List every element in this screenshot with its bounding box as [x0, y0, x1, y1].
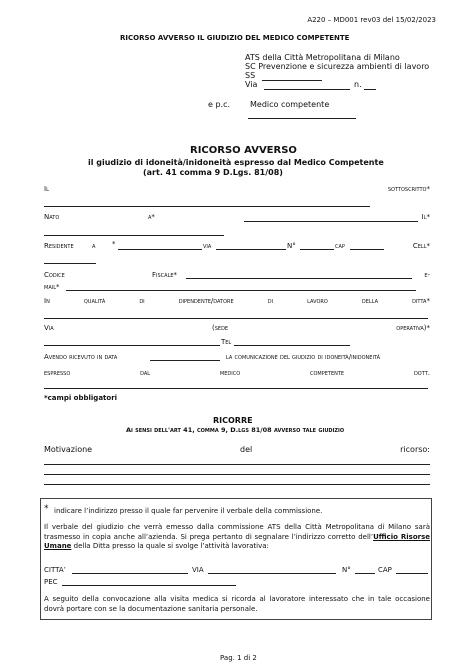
- medico-competente-field[interactable]: [248, 118, 356, 119]
- del-label: del: [240, 445, 253, 454]
- qualita-word-8: ditta*: [412, 297, 430, 305]
- ricorre-subtitle: Ai sensi dell'art 41, comma 9, D.lgs 81/08 avverso tale giudizio: [126, 426, 345, 434]
- recipient-line-2: SC Prevenzione e sicurezza ambienti di lavoro: [245, 62, 430, 71]
- note-star: *: [44, 504, 49, 514]
- qualita-word-3: di: [139, 297, 145, 305]
- residente-star: *: [112, 240, 116, 248]
- sottoscritto-field[interactable]: [44, 206, 370, 207]
- ricorso-label: ricorso:: [400, 445, 430, 454]
- ss-label: SS: [245, 71, 256, 80]
- motivazione-line-3[interactable]: [44, 484, 430, 485]
- il-star-label: Il*: [421, 213, 430, 221]
- tel-field[interactable]: [234, 345, 350, 346]
- verbale-paragraph: [44, 523, 430, 552]
- ditta-n-field[interactable]: [355, 573, 375, 574]
- qualita-word-4: dipendente/datore: [178, 297, 234, 305]
- espresso-word-1: espresso: [44, 369, 71, 377]
- residenza-citta-field[interactable]: [118, 249, 202, 250]
- espresso-word-3: medico: [219, 369, 241, 377]
- medico-nome-field[interactable]: [44, 388, 428, 389]
- recipient-line-1: ATS della Città Metropolitana di Milano: [245, 53, 400, 62]
- title-sub-2: (art. 41 comma 9 D.Lgs. 81/08): [143, 168, 283, 177]
- indirizzo-note: indicare l’indirizzo presso il quale far pervenire il verbale della commissione.: [54, 507, 323, 515]
- document-heading: RICORSO AVVERSO IL GIUDIZIO DEL MEDICO COMPETENTE: [120, 34, 350, 42]
- n-label: n.: [354, 80, 362, 89]
- avendo-label: Avendo ricevuto in data: [44, 353, 118, 361]
- espresso-row: [44, 369, 430, 377]
- ditta-via-label: VIA: [192, 566, 204, 574]
- residente-a-label: a: [92, 242, 96, 250]
- residenza-n-field[interactable]: [300, 249, 334, 250]
- pec-label: PEC: [44, 578, 58, 586]
- number-field[interactable]: [364, 89, 376, 90]
- espresso-word-2: dal: [140, 369, 151, 377]
- sede-label: (sede: [212, 324, 229, 332]
- email-field[interactable]: [66, 290, 416, 291]
- motivazione-label: Motivazione: [44, 445, 93, 454]
- sottoscritto-label: sottoscritto*: [387, 185, 430, 193]
- qualita-word-5: di: [267, 297, 274, 305]
- ditta-cap-label: CAP: [378, 566, 392, 574]
- comunicazione-label: la comunicazione del giudizio di idoneità/inidoneità: [226, 353, 381, 361]
- motivazione-line-1[interactable]: [44, 464, 430, 465]
- luogo-nascita-field[interactable]: [244, 221, 418, 222]
- page-number: Pag. 1 di 2: [220, 654, 257, 662]
- title-sub-1: il giudizio di idoneità/inidoneità espresso dal Medico Competente: [88, 158, 384, 167]
- ss-field[interactable]: [262, 80, 322, 81]
- ditta-via-field[interactable]: [208, 573, 336, 574]
- ricorre-title: RICORRE: [213, 416, 253, 425]
- via-label: Via: [245, 80, 258, 89]
- qualita-word-2: qualità: [83, 297, 106, 305]
- il-label: Il: [44, 185, 49, 193]
- campi-obbligatori-note: *campi obbligatori: [44, 394, 118, 402]
- verbale-text-end: della Ditta presso la quale si svolge l’attività lavorativa:: [71, 542, 269, 550]
- ufficio-risorse-umane: Ufficio Risorse Umane: [44, 532, 430, 550]
- operativa-label: operativa)*: [396, 324, 430, 332]
- codice-fiscale-field[interactable]: [186, 278, 412, 279]
- mail-label: mail*: [44, 283, 60, 291]
- sede-via-label: Via: [44, 324, 54, 332]
- residente-label: Residente: [44, 242, 74, 250]
- citta-label: CITTA’: [44, 566, 66, 574]
- espresso-word-5: dott.: [413, 369, 430, 377]
- title-main: RICORSO AVVERSO: [190, 145, 297, 156]
- pc-label: e p.c.: [208, 100, 231, 109]
- fiscale-label: Fiscale*: [152, 271, 178, 279]
- e-label: e-: [424, 271, 430, 279]
- nato-label: Nato: [44, 213, 60, 221]
- codice-label: Codice: [44, 271, 65, 279]
- residenza-n-label: N°: [287, 242, 296, 250]
- ditta-field[interactable]: [44, 318, 428, 319]
- data-ricevimento-field[interactable]: [150, 360, 220, 361]
- qualita-word-1: In: [44, 297, 50, 305]
- ditta-n-label: N°: [342, 566, 351, 574]
- convocazione-paragraph: A seguito della convocazione alla visita medica si ricorda al lavoratore interessato che in tale occasione dovrà portare con se la documentazione sanitaria personale.: [44, 595, 430, 613]
- espresso-word-4: competente: [310, 369, 345, 377]
- citta-field[interactable]: [72, 573, 188, 574]
- pec-field[interactable]: [62, 585, 236, 586]
- qualita-word-7: della: [361, 297, 379, 305]
- residenza-cap-field[interactable]: [350, 249, 384, 250]
- qualita-row: [44, 297, 430, 305]
- residenza-via-label: via: [203, 242, 212, 250]
- document-reference: A220 – MD001 rev03 del 15/02/2023: [307, 16, 436, 24]
- data-nascita-field[interactable]: [44, 235, 224, 236]
- motivazione-line-2[interactable]: [44, 474, 430, 475]
- via-field[interactable]: [264, 89, 350, 90]
- ditta-cap-field[interactable]: [396, 573, 428, 574]
- cell-field[interactable]: [44, 263, 96, 264]
- sede-via-field[interactable]: [44, 345, 220, 346]
- qualita-word-6: lavoro: [307, 297, 328, 305]
- residenza-cap-label: cap: [335, 242, 345, 250]
- tel-label: Tel: [221, 338, 232, 346]
- medico-competente-label: Medico competente: [250, 100, 330, 109]
- a-label: a*: [148, 213, 155, 221]
- cell-label: Cell*: [412, 242, 430, 250]
- verbale-text: Il verbale del giudizio che verrà emesso dalla commissione ATS della Città Metropolitana di Milano sarà trasmesso in copia anche all’azienda. Si prega pertanto di segnalare l’indirizzo corretto dell’: [44, 523, 430, 541]
- residenza-via-field[interactable]: [216, 249, 286, 250]
